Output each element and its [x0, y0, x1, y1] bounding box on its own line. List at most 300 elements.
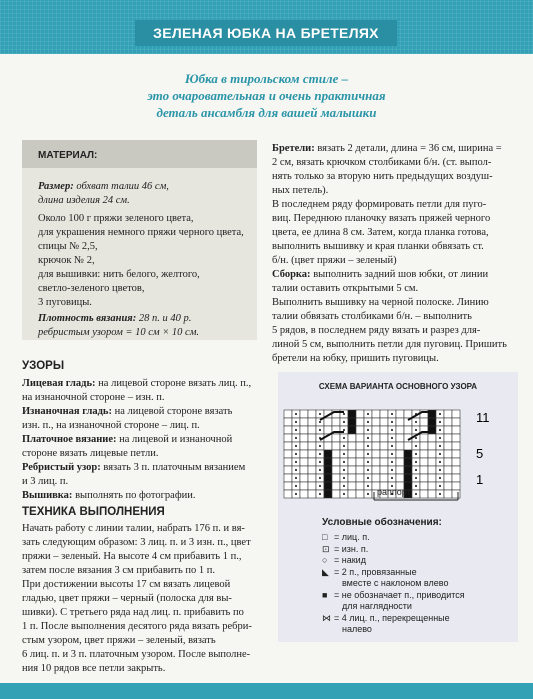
stitch-cell — [300, 442, 308, 450]
material-line: для вышивки: нить белого, желтого, — [38, 269, 200, 280]
stitch-cell — [396, 466, 404, 474]
pattern-text: на лицевой стороне вязать — [111, 406, 233, 417]
stitch-cell — [308, 474, 316, 482]
stitch-cell — [348, 410, 356, 418]
purl-dot — [439, 445, 441, 447]
purl-dot — [415, 485, 417, 487]
stitch-cell — [396, 418, 404, 426]
purl-dot — [295, 421, 297, 423]
footer-band — [0, 683, 533, 699]
legend-row — [322, 532, 370, 543]
pattern-text: на лицевой стороне вязать лиц. п., — [95, 378, 252, 389]
stitch-cell — [284, 482, 292, 490]
technique-line: стым узором, цвет пряжи – зеленый, вязать — [22, 635, 216, 646]
stitch-cell — [324, 482, 332, 490]
legend-text: = 2 п., провязанные — [334, 566, 417, 577]
stitch-cell — [380, 434, 388, 442]
purl-dot — [295, 445, 297, 447]
size-line-2: длина изделия 24 см. — [38, 195, 130, 206]
stitch-cell — [404, 458, 412, 466]
stitch-cell — [420, 474, 428, 482]
purl-dot — [391, 421, 393, 423]
right-line: В последнем ряду формировать петли для пуго- — [272, 199, 487, 210]
purl-dot — [319, 429, 321, 431]
purl-dot — [319, 477, 321, 479]
stitch-cell — [332, 434, 340, 442]
stitch-cell — [308, 466, 316, 474]
stitch-cell — [404, 426, 412, 434]
stitch-cell — [420, 418, 428, 426]
stitch-cell — [444, 482, 452, 490]
stitch-cell — [420, 466, 428, 474]
stitch-cell — [452, 410, 460, 418]
stitch-cell — [396, 410, 404, 418]
stitch-cell — [404, 466, 412, 474]
stitch-cell — [380, 450, 388, 458]
stitch-cell — [284, 474, 292, 482]
right-line: б/н. (цвет пряжи – зеленый) — [272, 255, 397, 266]
purl-dot — [367, 437, 369, 439]
purl-dot — [439, 477, 441, 479]
pattern-term: Вышивка: — [22, 490, 73, 501]
technique-line: гладью, цвет пряжи – черный (полоска для вы- — [22, 593, 232, 604]
legend-row — [322, 624, 372, 635]
stitch-cell — [380, 458, 388, 466]
stitch-cell — [300, 458, 308, 466]
stitch-cell — [404, 442, 412, 450]
stitch-cell — [372, 434, 380, 442]
density-label: Плотность вязания: — [38, 313, 137, 324]
purl-dot — [295, 469, 297, 471]
legend-text: = 4 лиц. п., перекрещенные — [334, 612, 450, 623]
assembly-line: талии оставить открытыми 5 см. — [272, 283, 419, 294]
purl-dot — [343, 413, 345, 415]
density-value: 28 п. и 40 р. — [136, 313, 192, 324]
stitch-cell — [404, 410, 412, 418]
material-line: спицы № 2,5, — [38, 241, 98, 252]
purl-dot — [439, 437, 441, 439]
stitch-cell — [300, 450, 308, 458]
stitch-cell — [332, 418, 340, 426]
legend-row — [322, 601, 412, 612]
stitch-cell — [396, 434, 404, 442]
purl-dot — [367, 485, 369, 487]
stitch-cell — [396, 450, 404, 458]
stitch-cell — [420, 434, 428, 442]
density-line-2: ребристым узором = 10 см × 10 см. — [38, 327, 200, 338]
purl-dot — [343, 485, 345, 487]
stitch-cell — [420, 458, 428, 466]
purl-dot — [343, 493, 345, 495]
right-line: талии обвязать столбиками б/н. – выполнить — [272, 311, 472, 322]
purl-dot — [439, 421, 441, 423]
purl-dot — [439, 429, 441, 431]
stitch-cell — [372, 466, 380, 474]
stitch-cell — [300, 490, 308, 498]
stitch-cell — [428, 450, 436, 458]
stitch-cell — [356, 434, 364, 442]
stitch-cell — [348, 482, 356, 490]
density-line — [38, 312, 191, 326]
stitch-cell — [452, 474, 460, 482]
purl-dot — [295, 485, 297, 487]
size-value: обхват талии 46 см, — [73, 181, 169, 192]
stitch-cell — [428, 466, 436, 474]
assembly-text: выполнить задний шов юбки, от линии — [310, 269, 489, 280]
stitch-cell — [308, 458, 316, 466]
technique-title: ТЕХНИКА ВЫПОЛНЕНИЯ — [22, 506, 165, 518]
assembly-label: Сборка: — [272, 269, 311, 280]
stitch-cell — [420, 450, 428, 458]
purl-dot — [319, 445, 321, 447]
right-line: цвета, ее длина 8 см. Затем, когда планка готова, — [272, 227, 489, 238]
stitch-cell — [380, 466, 388, 474]
stitch-cell — [444, 474, 452, 482]
pattern-line — [22, 377, 251, 391]
stitch-cell — [284, 466, 292, 474]
purl-dot — [367, 493, 369, 495]
stitch-cell — [404, 474, 412, 482]
purl-dot — [439, 461, 441, 463]
purl-dot — [343, 445, 345, 447]
stitch-cell — [396, 442, 404, 450]
stitch-cell — [300, 426, 308, 434]
stitch-cell — [332, 482, 340, 490]
stitch-cell — [332, 442, 340, 450]
legend-text: = накид — [334, 555, 366, 565]
technique-line: При достижении высоты 17 см вязать лицевой — [22, 579, 231, 590]
stitch-cell — [308, 482, 316, 490]
legend-text: для наглядности — [342, 601, 412, 611]
legend-symbol-icon: ◣ — [322, 566, 329, 577]
pattern-line — [22, 489, 196, 503]
technique-line: пряжи – зеленый. На высоте 4 см прибавить 1 п., — [22, 551, 242, 562]
diagram-title: СХЕМА ВАРИАНТА ОСНОВНОГО УЗОРА — [318, 382, 478, 391]
purl-dot — [367, 413, 369, 415]
technique-line: 6 лиц. п. и 3 п. платочным узором. После выполне- — [22, 649, 251, 660]
purl-dot — [367, 461, 369, 463]
stitch-cell — [396, 458, 404, 466]
stitch-cell — [284, 434, 292, 442]
stitch-cell — [308, 442, 316, 450]
purl-dot — [319, 469, 321, 471]
material-title: МАТЕРИАЛ: — [38, 150, 98, 161]
purl-dot — [391, 461, 393, 463]
purl-dot — [415, 469, 417, 471]
purl-dot — [343, 437, 345, 439]
purl-dot — [295, 413, 297, 415]
purl-dot — [415, 477, 417, 479]
legend-symbol-icon: ○ — [322, 555, 328, 565]
purl-dot — [415, 453, 417, 455]
stitch-cell — [308, 450, 316, 458]
size-line — [38, 180, 169, 194]
stitch-cell — [300, 474, 308, 482]
purl-dot — [343, 469, 345, 471]
stitch-cell — [452, 466, 460, 474]
right-line: линой 5 см, выполнить петли для пуговиц. Пришить — [272, 339, 507, 350]
stitch-cell — [324, 458, 332, 466]
stitch-cell — [444, 410, 452, 418]
material-line: 3 пуговицы. — [38, 297, 92, 308]
purl-dot — [319, 413, 321, 415]
stitch-cell — [428, 434, 436, 442]
stitch-cell — [380, 442, 388, 450]
stitch-cell — [444, 450, 452, 458]
straps-line: нять только за вторую нить предыдущих воздуш- — [272, 171, 493, 182]
stitch-cell — [356, 466, 364, 474]
purl-dot — [343, 453, 345, 455]
stitch-cell — [372, 442, 380, 450]
stitch-cell — [356, 482, 364, 490]
right-line: 5 рядов, в последнем ряду вязать и разрез для- — [272, 325, 481, 336]
row-label: 1 — [476, 472, 484, 487]
pattern-line — [22, 433, 232, 447]
legend-text: налево — [342, 624, 372, 634]
purl-dot — [295, 437, 297, 439]
stitch-cell — [428, 482, 436, 490]
patterns-title: УЗОРЫ — [22, 360, 65, 372]
technique-line: затем после вязания 3 см прибавить по 1 п. — [22, 565, 216, 576]
stitch-cell — [324, 450, 332, 458]
material-line: светло-зеленого цветов, — [38, 283, 145, 294]
stitch-cell — [372, 458, 380, 466]
purl-dot — [367, 421, 369, 423]
stitch-cell — [452, 442, 460, 450]
purl-dot — [343, 421, 345, 423]
purl-dot — [367, 453, 369, 455]
stitch-cell — [452, 458, 460, 466]
technique-line: Начать работу с линии талии, набрать 176 п. и вя- — [22, 523, 245, 534]
pattern-line — [22, 405, 232, 419]
stitch-cell — [348, 418, 356, 426]
stitch-cell — [356, 450, 364, 458]
stitch-cell — [324, 418, 332, 426]
purl-dot — [319, 453, 321, 455]
stitch-cell — [308, 410, 316, 418]
stitch-cell — [372, 410, 380, 418]
technique-line: 1 п. После выполнения десятого ряда вязать ребри- — [22, 621, 252, 632]
purl-dot — [415, 461, 417, 463]
stitch-cell — [356, 410, 364, 418]
stitch-cell — [300, 418, 308, 426]
purl-dot — [391, 429, 393, 431]
purl-dot — [415, 429, 417, 431]
purl-dot — [439, 413, 441, 415]
legend-row — [322, 555, 366, 566]
straps-line: 2 см, вязать крючком столбиками б/н. (ст. выпол- — [272, 157, 492, 168]
stitch-cell — [452, 418, 460, 426]
stitch-cell — [444, 458, 452, 466]
stitch-cell — [332, 450, 340, 458]
purl-dot — [415, 445, 417, 447]
pattern-line: и 3 лиц. п. — [22, 476, 69, 487]
purl-dot — [391, 469, 393, 471]
stitch-cell — [284, 450, 292, 458]
material-line: Около 100 г пряжи зеленого цвета, — [38, 213, 194, 224]
size-label: Размер: — [38, 181, 74, 192]
purl-dot — [343, 477, 345, 479]
stitch-cell — [356, 458, 364, 466]
stitch-cell — [324, 442, 332, 450]
stitch-cell — [308, 426, 316, 434]
purl-dot — [319, 461, 321, 463]
technique-line: ния 10 рядов все петли закрыть. — [22, 663, 166, 674]
legend-row — [322, 578, 448, 589]
stitch-cell — [452, 434, 460, 442]
stitch-cell — [428, 474, 436, 482]
stitch-cell — [372, 474, 380, 482]
stitch-cell — [324, 490, 332, 498]
stitch-cell — [300, 466, 308, 474]
stitch-grid — [284, 410, 460, 498]
stitch-cell — [284, 418, 292, 426]
stitch-cell — [428, 458, 436, 466]
stitch-cell — [380, 474, 388, 482]
pattern-term: Лицевая гладь: — [22, 378, 96, 389]
purl-dot — [391, 437, 393, 439]
stitch-cell — [428, 490, 436, 498]
purl-dot — [295, 453, 297, 455]
pattern-term: Платочное вязание: — [22, 434, 117, 445]
repeat-label: раппорт — [377, 487, 411, 497]
pattern-term: Изнаночная гладь: — [22, 406, 112, 417]
stitch-cell — [348, 442, 356, 450]
stitch-cell — [300, 410, 308, 418]
purl-dot — [439, 485, 441, 487]
legend-symbol-icon: ■ — [322, 589, 328, 600]
legend-row — [322, 590, 465, 601]
pattern-text: выполнять по фотографии. — [72, 490, 196, 501]
pattern-line — [22, 461, 245, 475]
stitch-cell — [332, 466, 340, 474]
purl-dot — [391, 445, 393, 447]
purl-dot — [391, 453, 393, 455]
technique-line: зать следующим образом: 3 лиц. п. и 3 изн. п., цвет — [22, 537, 251, 548]
stitch-cell — [452, 482, 460, 490]
stitch-cell — [308, 434, 316, 442]
stitch-cell — [420, 442, 428, 450]
purl-dot — [295, 477, 297, 479]
stitch-cell — [396, 426, 404, 434]
row-label: 5 — [476, 446, 484, 461]
subtitle-line-3: деталь ансамбля для вашей малышки — [156, 105, 377, 120]
legend-row — [322, 544, 368, 555]
purl-dot — [319, 493, 321, 495]
stitch-cell — [308, 418, 316, 426]
stitch-cell — [348, 466, 356, 474]
legend-symbol-icon: □ — [322, 532, 328, 542]
purl-dot — [367, 477, 369, 479]
purl-dot — [343, 461, 345, 463]
legend-row — [322, 613, 450, 624]
stitch-cell — [284, 410, 292, 418]
stitch-cell — [428, 442, 436, 450]
pattern-line: изн. п., на изнаночной стороне – лиц. п. — [22, 420, 200, 431]
stitch-cell — [284, 442, 292, 450]
stitch-cell — [404, 450, 412, 458]
purl-dot — [343, 429, 345, 431]
right-line: выполнить вышивку и края планки обвязать ст. — [272, 241, 484, 252]
stitch-cell — [348, 490, 356, 498]
stitch-cell — [332, 490, 340, 498]
straps-line: ных петель). — [272, 185, 329, 196]
stitch-cell — [284, 458, 292, 466]
stitch-cell — [356, 490, 364, 498]
stitch-cell — [348, 426, 356, 434]
legend-symbol-icon: ⋈ — [322, 612, 331, 623]
stitch-cell — [348, 458, 356, 466]
stitch-cell — [428, 418, 436, 426]
legend-text: вместе с наклоном влево — [342, 578, 449, 588]
stitch-cell — [324, 466, 332, 474]
pattern-text: на лицевой и изнаночной — [116, 434, 233, 445]
stitch-cell — [444, 466, 452, 474]
stitch-cell — [356, 426, 364, 434]
stitch-cell — [380, 418, 388, 426]
stitch-cell — [452, 490, 460, 498]
stitch-cell — [444, 434, 452, 442]
stitch-cell — [396, 474, 404, 482]
stitch-cell — [332, 474, 340, 482]
purl-dot — [319, 421, 321, 423]
stitch-cell — [444, 442, 452, 450]
stitch-cell — [348, 474, 356, 482]
purl-dot — [295, 429, 297, 431]
purl-dot — [367, 469, 369, 471]
pattern-text: вязать 3 п. платочным вязанием — [100, 462, 246, 473]
purl-dot — [439, 469, 441, 471]
stitch-cell — [348, 434, 356, 442]
legend-row — [322, 567, 417, 578]
legend-text: = лиц. п. — [334, 532, 370, 542]
legend-symbol-icon: ⊡ — [322, 543, 330, 554]
purl-dot — [415, 493, 417, 495]
purl-dot — [439, 453, 441, 455]
stitch-cell — [380, 410, 388, 418]
stitch-cell — [348, 450, 356, 458]
right-line: виц. Переднюю планочку вязать пряжей черного — [272, 213, 491, 224]
straps-label: Бретели: — [272, 143, 315, 154]
stitch-cell — [372, 450, 380, 458]
technique-line: шивки). С третьего ряда над лиц. п. прибавить по — [22, 607, 244, 618]
stitch-cell — [284, 426, 292, 434]
pattern-term: Ребристый узор: — [22, 462, 101, 473]
stitch-cell — [356, 442, 364, 450]
pattern-line: на изнаночной стороне – изн. п. — [22, 392, 165, 403]
purl-dot — [319, 485, 321, 487]
stitch-cell — [332, 458, 340, 466]
pattern-line: стороне вязать лицевые петли. — [22, 448, 159, 459]
stitch-cell — [372, 418, 380, 426]
right-line: бретели на юбку, пришить пуговицы. — [272, 353, 439, 364]
stitch-cell — [324, 474, 332, 482]
stitch-cell — [380, 426, 388, 434]
subtitle-line-1: Юбка в тирольском стиле – — [184, 71, 349, 86]
straps-line — [272, 142, 502, 156]
legend-title: Условные обозначения: — [322, 517, 442, 528]
right-line: Выполнить вышивку на черной полоске. Линию — [272, 297, 489, 308]
purl-dot — [295, 461, 297, 463]
assembly-line — [272, 268, 488, 282]
stitch-cell — [452, 426, 460, 434]
purl-dot — [367, 445, 369, 447]
stitch-cell — [356, 418, 364, 426]
stitch-cell — [300, 482, 308, 490]
material-line: крючок № 2, — [38, 255, 95, 266]
stitch-cell — [284, 490, 292, 498]
purl-dot — [367, 429, 369, 431]
